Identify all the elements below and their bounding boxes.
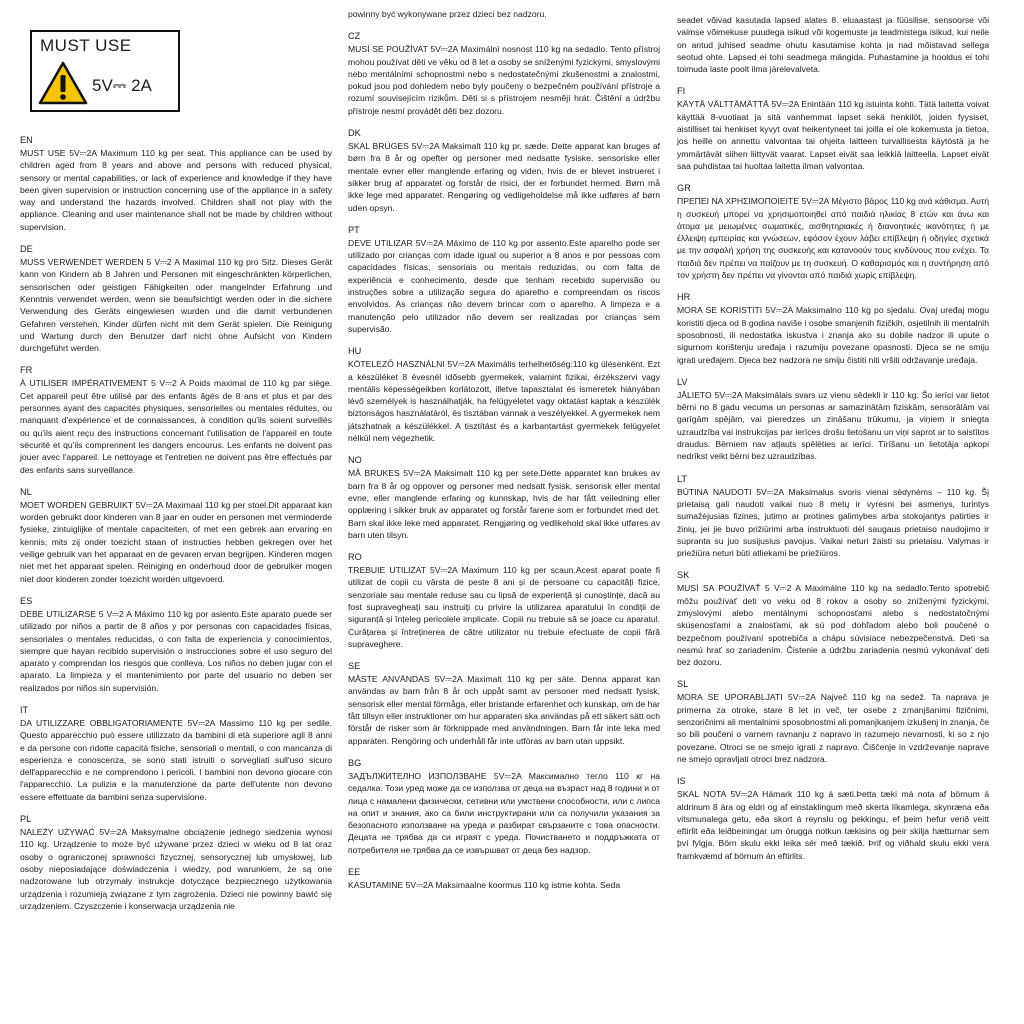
language-code: DK (348, 128, 361, 139)
safety-instruction-text: MUSÍ SA POUŽÍVAŤ 5 V⎓2 A Maximálne 110 kg na sedadlo.Tento spotrebič môžu používať deti vo veku od 8 rokov a osoby so zníženými fyzickými, zmyslovými alebo mentálnymi schopnosťami alebo s nedostatočnými skúsenosťami a znalosťami, ak sú pod dohľadom alebo boli poučené o bezpečnom používaní spotrebiča a chápu súvisiace nebezpečenstvá. Deti sa nesmú hrať so zariadením. Čistenie a údržbu zariadenia nesmú vykonávať deti bez dozoru. (677, 583, 989, 668)
safety-instruction-text: MÅSTE ANVÄNDAS 5V⎓2A Maximalt 110 kg per säte. Denna apparat kan användas av barn från 8 år och uppåt samt av personer med nedsatt fysisk, sensorisk eller mental förmåga, eller bristande erfarenhet och kunskap, om de har fått tillsyn eller instruktioner om hur apparaten ska användas på ett säkert sätt och förstår de risker som är förknippade med användningen. Barn får inte leka med apparaten. Rengöring och underhåll får inte utföras av barn utan uppsikt. (348, 674, 660, 746)
column-2-sections (348, 8, 660, 891)
safety-instruction-text: JĀLIETO 5V⎓2A Maksimālais svars uz vienu sēdekli ir 110 kg. Šo ierīci var lietot bērni no 8 gadu vecuma un personas ar samazinātām fiziskām, sensorālām vai garīgām spējām, vai pieredzes un zināšanu trūkumu, ja viņiem ir sniegta uzraudzība vai instrukcijas par ierīces drošu lietošanu un viņi saprot ar to saistītos draudus. Bērniem nav atļauts spēlēties ar ierīci. Tīrīšanu un lietotāja apkopi nedrīkst veikt bērni bez uzraudzības. (677, 389, 989, 462)
safety-instruction-text: seadet võivad kasutada lapsed alates 8. eluaastast ja füüsilise, sensoorse või vaimse võimekuse puudega isikud või kogemuste ja teadmistega isikud, kui neile on antud juhised seadme ohutu kasutamise kohta ja nad mõistavad sellega seotud ohte. Lapsed ei tohi seadmega mängida. Puhastamine ja hooldus ei tohi toimuda laste poolt ilma järelevalveta. (677, 15, 989, 75)
safety-instruction-text: À UTILISER IMPÉRATIVEMENT 5 V⎓2 A Poids maximal de 110 kg par siège. Cet appareil peut être utilisé par des enfants âgés de 8 ans et plus et par des personnes ayant des capacités physiques, sensorielles ou mentales réduites, ou manquant d'expérience et de connaissances, à condition qu'ils soient surveillés ou qu'ils aient reçu des instructions concernant l'utilisation de l'appareil en toute sécurité et qu'ils comprennent les dangers encourus. Les enfants ne doivent pas jouer avec l'appareil. Le nettoyage et l'entretien ne doivent pas être effectués par des enfants sans surveillance. (20, 378, 332, 475)
language-section (348, 660, 660, 747)
column-1 (20, 0, 332, 922)
language-code: CZ (348, 31, 361, 42)
language-code: ES (20, 595, 33, 606)
safety-instruction-text: DEBE UTILIZARSE 5 V⎓2 A Máximo 110 kg por asiento.Este aparato puede ser utilizado por niños a partir de 8 años y por personas con capacidades físicas, sensoriales o mentales reducidas, o con falta de experiencia y conocimientos, siempre que hayan recibido supervisión o instrucciones sobre el uso seguro del aparato y comprendan los riesgos que conlleva. Los niños no deben jugar con el aparato. La limpieza y el mantenimiento por parte del usuario no deben ser realizados por niños sin supervisión. (20, 608, 332, 693)
warning-title: MUST USE (40, 36, 132, 55)
safety-instruction-text: MUSS VERWENDET WERDEN 5 V⎓2 A Maximal 110 kg pro Sitz. Dieses Gerät kann von Kindern ab 8 Jahren und Personen mit eingeschränkten körperlichen, sensorischen oder geistigen Fähigkeiten oder mangelnder Erfahrung und Kenntnis verwendet werden, wenn sie beaufsichtigt werden oder in die sichere Verwendung des Geräts eingewiesen wurden und die damit verbundenen Gefahren verstehen. Kinder dürfen nicht mit dem Gerät spielen. Die Reinigung und Wartung durch den Benutzer darf nicht ohne Aufsicht von Kindern durchgeführt werden. (20, 257, 332, 354)
safety-instruction-text: ΠΡΕΠΕΙ ΝΑ ΧΡΗΣΙΜΟΠΟΙΕΙΤΕ 5V⎓2A Μέγιστο βάρος 110 kg ανά κάθισμα. Αυτή η συσκευή μπορεί να χρησιμοποιηθεί από παιδιά ηλικίας 8 ετών και άνω και άτομα με μειωμένες σωματικές, αισθητηριακές ή διανοητικές ικανότητες ή με έλλειψη εμπειρίας και γνώσεων, εφόσον έχουν λάβει επίβλεψη ή οδηγίες σχετικά με την ασφαλή χρήση της συσκευής και κατανοούν τους κινδύνους που ενέχει. Τα παιδιά δεν πρέπει να παίζουν με τη συσκευή. Ο καθαρισμός και η συντήρηση από τον χρήστη δεν πρέπει να γίνονται από παιδιά χωρίς επίβλεψη. (677, 196, 989, 281)
language-section (20, 704, 332, 803)
language-section (348, 757, 660, 856)
language-code: EE (348, 867, 361, 878)
language-section (20, 134, 332, 233)
language-section (348, 866, 660, 891)
safety-instruction-text: MUSÍ SE POUŽÍVAT 5V⎓2A Maximální nosnost 110 kg na sedadlo. Tento přístroj mohou používat děti ve věku od 8 let a osoby se sníženými fyzickými, smyslovými nebo mentálními schopnostmi nebo s nedostatečnými zkušenostmi a znalostmi, pokud jsou pod dohledem nebo byly poučeny o bezpečném používání přístroje a rozumí souvisejícím rizikům. Děti si s přístrojem nesmějí hrát. Čištění a údržbu přístroje nesmí provádět děti bez dozoru. (348, 44, 660, 116)
language-section (677, 569, 989, 668)
column-3-sections (677, 14, 989, 862)
warning-triangle-icon (38, 60, 88, 106)
language-section (348, 454, 660, 541)
safety-instruction-text: NALEŻY UŻYWAĆ 5V⎓2A Maksymalne obciążenie jednego siedzenia wynosi 110 kg. Urządzenie to może być używane przez dzieci w wieku od 8 lat oraz osoby o ograniczonej sprawności fizycznej, sensorycznej lub umysłowej, lub osoby nieposiadające doświadczenia i wiedzy, pod warunkiem, że są one nadzorowane lub otrzymały instrukcje dotyczące bezpiecznego użytkowania urządzenia i rozumieją związane z tym zagrożenia. Dzieci nie powinny bawić się urządzeniem. Czyszczenie i konserwacja urządzenia nie (20, 827, 332, 911)
language-code: BG (348, 757, 362, 768)
safety-instruction-text: MOET WORDEN GEBRUIKT 5V⎓2A Maximaal 110 kg per stoel.Dit apparaat kan worden gebruikt door kinderen van 8 jaar en ouder en personen met verminderde fysieke, zintuiglijke of mentale capaciteiten, of met een gebrek aan ervaring en kennis, mits zij onder toezicht staan of instructies hebben gekregen over het veilige gebruik van het apparaat en de gevaren ervan begrijpen. Kinderen mogen niet met het apparaat spelen. Reiniging en onderhoud door de gebruiker mogen niet door kinderen zonder toezicht worden uitgevoerd. (20, 499, 332, 584)
column-1-sections (20, 134, 332, 912)
safety-instruction-text: KÖTELEZŐ HASZNÁLNI 5V⎓2A Maximális terhelhetőség:110 kg ülésenként. Ezt a készüléket 8 évesnél idősebb gyermekek, valamint fizikai, érzékszervi vagy mentális képességeikben korlátozott, illetve tapasztalat és ismeretek hiányában lévő személyek is használhatják, ha felügyeletet vagy oktatást kaptak a készülék biztonságos használatáról, és tisztában vannak a veszélyekkel. A gyermekek nem játszhatnak a készülékkel. A tisztítást és a karbantartást gyermekek felügyelet nélkül nem végezhetik. (348, 359, 660, 444)
language-section (348, 551, 660, 650)
language-section (677, 85, 989, 172)
safety-instruction-text: SKAL BRUGES 5V⎓2A Maksimalt 110 kg pr. sæde. Dette apparat kan bruges af børn fra 8 år og opefter og personer med nedsatte fysiske, sensoriske eller mentale evner eller manglende erfaring og viden, hvis de er blevet instrueret i sikker brug af apparatet og forstår de risici, der er forbundet hermed. Børn må ikke lege med apparatet. Rengøring og vedligeholdelse må ikke udføres af børn uden opsyn. (348, 141, 660, 213)
language-section (677, 376, 989, 463)
safety-instruction-text: ЗАДЪЛЖИТЕЛНО ИЗПОЛЗВАНЕ 5V⎓2A Максимално тегло 110 кг на седалка. Този уред може да се използва от деца на възраст над 8 години и от лица с намалени физически, сетивни или умствени способности, или с липса на опит и знания, ако са били инструктирани или са получили указания за безопасното използване на уреда и разбират свързаните с това опасности. Децата не трябва да си играят с уреда. Почистването и поддръжката от потребителя не трябва да се извършват от деца без надзор. (348, 770, 660, 855)
column-2 (348, 0, 660, 901)
language-code: HR (677, 292, 691, 303)
safety-instruction-text: DA UTILIZZARE OBBLIGATORIAMENTE 5V⎓2A Massimo 110 kg per sedile. Questo apparecchio può essere utilizzato da bambini di età superiore agli 8 anni e da persone con ridotte capacità fisiche, sensoriali o mentali, o con mancanza di esperienza e conoscenza, se sono stati istruiti o sorvegliati sull'uso sicuro dell'apparecchio e ne comprendono i pericoli. I bambini non devono giocare con l'apparecchio. La pulizia e la manutenzione da parte dell'utente non devono essere effettuate da bambini senza supervisione. (20, 717, 332, 802)
language-code: IS (677, 776, 686, 787)
language-code: FI (677, 86, 686, 97)
language-section (677, 473, 989, 560)
language-code: DE (20, 244, 33, 255)
language-section (348, 8, 660, 20)
safety-instruction-text: MUST USE 5V⎓2A Maximum 110 kg per seat. This appliance can be used by children aged from 8 years and above and persons with reduced physical, sensory or mental capabilities, or lack of experience and knowledge if they have been given supervision or instruction concerning use of the appliance in a safety way and understand the hazards involved. Children shall not play with the appliance. Cleaning and user maintenance shall not be made by children without supervision. (20, 148, 332, 232)
language-code: SK (677, 570, 690, 581)
safety-instruction-text: KASUTAMINE 5V⎓2A Maksimaalne koormus 110 kg istme kohta. Seda (348, 880, 621, 891)
safety-instruction-text: SKAL NOTA 5V⎓2A Hámark 110 kg á sæti.Þetta tæki má nota af börnum á aldrinum 8 ára og eldri og af einstaklingum með skerta líkamlega, skynræna eða vitsmunalega getu, eða skort á reynslu og þekkingu, ef þeim hefur verið veitt eftirlit eða leiðbeiningar um örugga notkun tækisins og þeir skilja hætturnar sem því fylgja. Börn skulu ekki leika sér með tækið. Þrif og viðhald skulu ekki vera framkvæmd af börnum án eftirlits. (677, 789, 989, 861)
language-section (20, 243, 332, 354)
safety-instruction-text: DEVE UTILIZAR 5V⎓2A Máximo de 110 kg por assento.Este aparelho pode ser utilizado por crianças com idade igual ou superior a 8 anos e por pessoas com capacidades físicas, sensoriais ou mentais reduzidas, ou com falta de experiência e conhecimento, desde que tenham recebido supervisão ou instruções sobre a utilização segura do aparelho e compreendam os riscos envolvidos. As crianças não devem brincar com o aparelho. A limpeza e a manutenção pelo utilizador não devem ser realizadas por crianças sem supervisão. (348, 237, 660, 334)
warning-power-spec: 5V⎓ 2A (92, 76, 152, 95)
language-code: SL (677, 679, 689, 690)
language-section (348, 127, 660, 214)
language-section (677, 14, 989, 75)
language-section (677, 291, 989, 365)
safety-instruction-text: powinny być wykonywane przez dzieci bez nadzoru. (348, 9, 547, 19)
safety-instruction-text: TREBUIE UTILIZAT 5V⎓2A Maximum 110 kg per scaun.Acest aparat poate fi utilizat de copii cu vârsta de peste 8 ani și de persoane cu capacități fizice, senzoriale sau mentale reduse sau cu lipsă de experiență și cunoștințe, dacă au fost supravegheați sau instruiți cu privire la utilizarea aparatului în condiții de siguranță și înțeleg pericolele implicate. Copiii nu trebuie să se joace cu aparatul. Curățarea și întreținerea de către utilizator nu trebuie efectuate de copii fără supraveghere. (348, 565, 660, 649)
language-code: NL (20, 486, 32, 497)
language-code: LV (677, 376, 688, 387)
language-code: RO (348, 552, 362, 563)
language-section (677, 182, 989, 281)
language-code: GR (677, 183, 691, 194)
safety-instruction-text: MÅ BRUKES 5V⎓2A Maksimalt 110 kg per sete.Dette apparatet kan brukes av barn fra 8 år og oppover og personer med nedsatt fysisk, sensorisk eller mental evne, eller manglende erfaring og kunnskap, hvis de har fått veiledning eller opplæring i sikker bruk av apparatet og forstår farene som er forbundet med det. Barn skal ikke leke med apparatet. Rengjøring og vedlikehold skal ikke utføres av barn uten tilsyn. (348, 468, 660, 540)
language-code: HU (348, 346, 362, 357)
language-section (677, 678, 989, 765)
language-section (348, 224, 660, 335)
language-code: SE (348, 661, 361, 672)
language-code: EN (20, 135, 33, 145)
language-section (20, 595, 332, 694)
language-section (20, 364, 332, 475)
language-section (20, 813, 332, 912)
language-section (348, 30, 660, 117)
safety-instruction-text: MORA SE UPORABLJATI 5V⎓2A Največ 110 kg na sedež. Ta naprava je primerna za otroke, stare 8 let in več, ter osebe z zmanjšanimi fizičnimi, senzoričnimi ali mentalnimi sposobnostmi ali pomanjkanjem izkušenj in znanja, če so bili poučeni o varnem ravnanju z napravo in razumejo nevarnosti, ki so z njo povezane. Otroci se ne smejo igrati z napravo. Čiščenje in vzdrževanje naprave ne smejo opravljati otroci brez nadzora. (677, 692, 989, 764)
language-code: FR (20, 365, 33, 376)
language-section (348, 345, 660, 444)
language-code: IT (20, 704, 29, 715)
language-code: PT (348, 224, 360, 235)
language-code: PL (20, 814, 32, 825)
safety-instruction-text: KÄYTÄ VÄLTTÄMÄTTÄ 5V⎓2A Enintään 110 kg istuinta kohti. Tätä laitetta voivat käyttää 8-vuotiaat ja sitä vanhemmat lapset sekä henkilöt, joiden fyysiset, aistilliset tai henkiset kyvyt ovat heikentyneet tai joilla ei ole kokemusta ja tietoa, jos heille on annettu valvontaa tai ohjeita laitteen turvallisesta käytöstä ja he ymmärtävät siihen liittyvät vaarat. Lapset eivät saa leikkiä laitteella. Lapset eivät saa puhdistaa tai huoltaa laitetta ilman valvontaa. (677, 99, 989, 171)
column-3 (677, 0, 989, 872)
safety-instruction-text: BŪTINA NAUDOTI 5V⎓2A Maksimalus svoris vienai sėdynėms – 110 kg. Šį prietaisą gali naudoti vaikai nuo 8 metų ir vyresni bei asmenys, turintys sumažėjusias fizines, jutimo ar protines galimybes arba stokojantys patirties ir žinių, jei jie buvo prižiūrimi arba instruktuoti dėl saugaus prietaiso naudojimo ir supranta su juo susijusius pavojus. Vaikai neturi žaisti su prietaisu. Valymas ir priežiūra neturi būti atliekami be priežiūros. (677, 486, 989, 559)
warning-label (30, 30, 180, 112)
safety-instruction-text: MORA SE KORISTITI 5V⎓2A Maksimalno 110 kg po sjedalu. Ovaj uređaj mogu koristiti djeca od 8 godina naviše i osobe smanjenih fizičkih, osjetilnih ili mentalnih sposobnosti, ili nedostatka iskustva i znanja ako su dobile nadzor ili upute o sigurnom korištenju uređaja i razumiju povezane opasnosti. Djeca se ne smiju igrati uređajem. Djeca bez nadzora ne smiju čistiti niti vršiti održavanje uređaja. (677, 305, 989, 365)
language-code: NO (348, 455, 362, 466)
language-section (677, 775, 989, 862)
language-code: LT (677, 473, 688, 484)
language-section (20, 486, 332, 585)
